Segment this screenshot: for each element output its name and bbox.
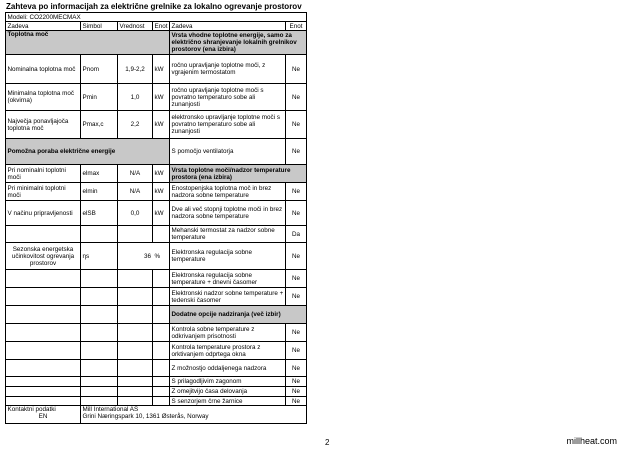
section-dodatne-opcije: Dodatne opcije nadziranja (več izbir) (170, 306, 307, 324)
row-symbol: elSB (81, 201, 118, 226)
row-right-text: Kontrola temperature prostora z orktivanjem odprtega okna (170, 342, 286, 360)
row-right-value: Ne (286, 397, 307, 406)
model-cell: Modeli: CO2200MECMAX (6, 13, 307, 22)
row-symbol: Pmin (81, 84, 118, 111)
row-right-value: Ne (286, 360, 307, 377)
row-right-text: Elektronska regulacija sobne temperature + dnevni časomer (170, 270, 286, 288)
row-label: Minimalna toplotna moč (okvirna) (6, 84, 81, 111)
row-right-text: Mehanski termostat za nadzor sobne temperature (170, 226, 286, 243)
row-value: N/A (118, 165, 153, 183)
contact-info-cell (81, 406, 307, 424)
document-title: Zahteva po informacijah za električne grelnike za lokalno ogrevanje prostorov (6, 2, 302, 11)
header-simbol: Simbol (81, 22, 118, 31)
row-value: 36 (118, 243, 153, 270)
row-unit: kW (153, 84, 170, 111)
row-right-text: Z možnostjo oddaljenega nadzora (170, 360, 286, 377)
row-right-value: Ne (286, 139, 307, 165)
row-right-text: ročno upravljanje toplotne moči, z vgrajenim termostatom (170, 55, 286, 84)
row-right-value: Ne (286, 84, 307, 111)
section-vrsta-energije: Vrsta vhodne toplotne energije, samo za električno shranjevanje lokalnih grelnikov prostorov (ena izbira) (170, 31, 307, 55)
row-value: 2,2 (118, 111, 153, 139)
contact-lang: EN (38, 413, 48, 420)
row-right-text: Kontrola sobne temperature z odkrivanjem prisotnosti (170, 324, 286, 342)
contact-label-cell (6, 406, 81, 424)
section-vrsta-nadzor: Vrsta toplotne moči/nadzor temperature prostora (ena izbira) (170, 165, 307, 183)
row-unit: % (153, 243, 170, 270)
row-right-text: S senzorjem črne žarnice (170, 397, 286, 406)
row-value: N/A (118, 183, 153, 201)
row-right-value: Ne (286, 270, 307, 288)
header-enot-right: Enot (286, 22, 307, 31)
row-label: Največja ponavljajoča toplotna moč (6, 111, 81, 139)
row-symbol: ηs (81, 243, 118, 270)
row-right-text: ročno upravljanje toplotne moči s povratno temperaturo sobe ali zunanjosti (170, 84, 286, 111)
row-unit: kW (153, 111, 170, 139)
row-right-text: S pomočjo ventilatorja (170, 139, 286, 165)
row-right-value: Ne (286, 111, 307, 139)
page-number: 2 (325, 438, 330, 447)
row-right-text: S prilagodljivim zagonom (170, 377, 286, 387)
row-right-value: Ne (286, 288, 307, 306)
contact-address: Grini Næringspark 10, 1361 Østerås, Norway (82, 413, 209, 420)
header-zadeva-right: Zadeva (170, 22, 286, 31)
row-label: Sezonska energetska učinkovitost ogrevanja prostorov (6, 243, 81, 270)
row-right-text: Elektronska regulacija sobne temperature (170, 243, 286, 270)
row-label: Nominalna toplotna moč (6, 55, 81, 84)
row-right-value: Da (286, 226, 307, 243)
website: millheat.com (566, 436, 617, 446)
row-right-text: elektronsko upravljanje toplotne moči s povratno temperaturo sobe ali zunanjosti (170, 111, 286, 139)
row-right-text: Dve ali več stopnji toplotne moči in brez nadzora sobne temperature (170, 201, 286, 226)
row-label: Pri nominalni toplotni moči (6, 165, 81, 183)
row-right-value: Ne (286, 324, 307, 342)
row-value: 0,0 (118, 201, 153, 226)
row-unit: kW (153, 165, 170, 183)
row-right-text: Z omejitvijo časa delovanja (170, 387, 286, 397)
header-enot: Enot (153, 22, 170, 31)
row-right-value: Ne (286, 377, 307, 387)
row-symbol: elmin (81, 183, 118, 201)
row-label: V načinu pripravljenosti (6, 201, 81, 226)
row-unit: kW (153, 201, 170, 226)
header-vrednost: Vrednost (118, 22, 153, 31)
row-symbol: Pnom (81, 55, 118, 84)
contact-company: Mill International AS (82, 406, 139, 413)
row-symbol: Pmax,c (81, 111, 118, 139)
row-right-text: Elektronski nadzor sobne temperature + tedenski časomer (170, 288, 286, 306)
row-right-value: Ne (286, 201, 307, 226)
row-value: 1,0 (118, 84, 153, 111)
section-toplotna-moc: Toplotna moč (6, 31, 170, 55)
row-right-value: Ne (286, 183, 307, 201)
row-right-value: Ne (286, 55, 307, 84)
row-label: Pri minimalni toplotni moči (6, 183, 81, 201)
row-right-value: Ne (286, 342, 307, 360)
row-unit: kW (153, 183, 170, 201)
row-right-value: Ne (286, 387, 307, 397)
row-right-text: Enostopenjska toplotna moč in brez nadzora sobne temperature (170, 183, 286, 201)
row-unit: kW (153, 55, 170, 84)
row-value: 1,9-2,2 (118, 55, 153, 84)
info-table (5, 12, 307, 424)
row-right-value: Ne (286, 243, 307, 270)
section-pomozna-poraba: Pomožna poraba električne energije (6, 139, 170, 165)
row-symbol: elmax (81, 165, 118, 183)
header-zadeva: Zadeva (6, 22, 81, 31)
contact-label: Kontaktni podatki (7, 406, 56, 413)
